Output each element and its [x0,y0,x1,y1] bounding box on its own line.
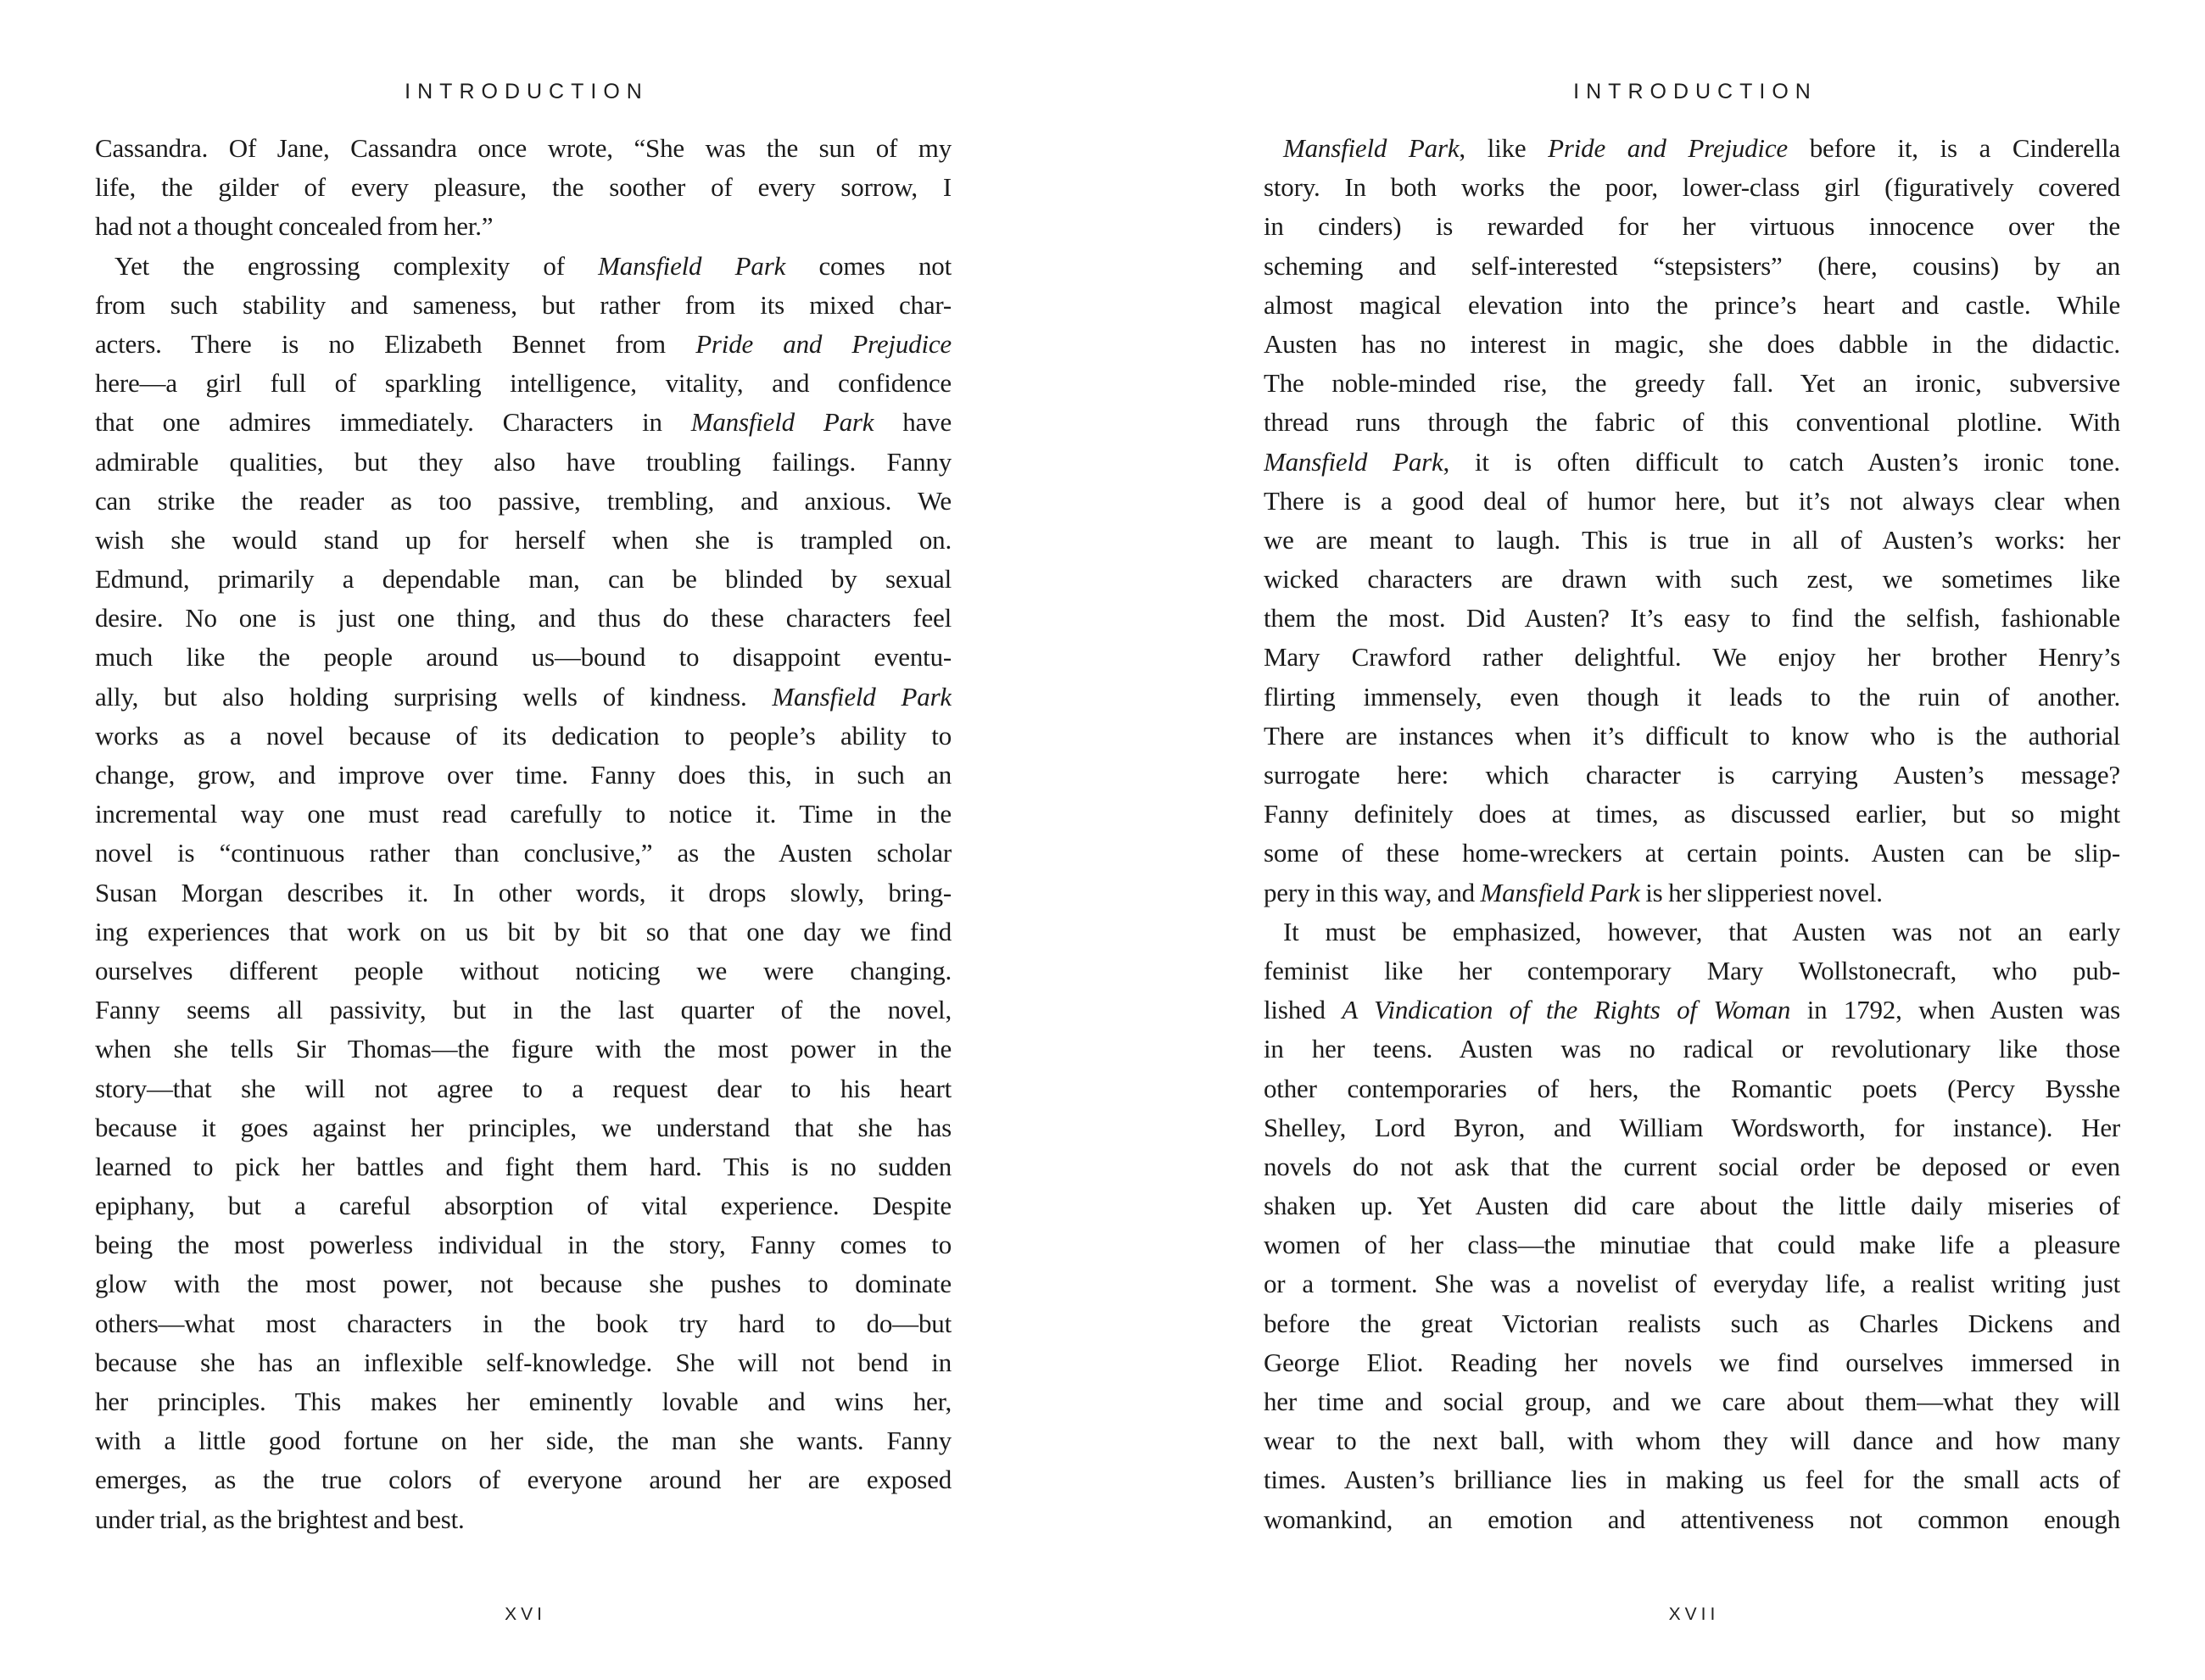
page-number: XVII [1668,1605,1720,1624]
text-line: story—that she will not agree to a request dear to his heart [95,1073,952,1103]
text-line: novels do not ask that the current social order be deposed or even [1264,1151,2120,1181]
text-line: Mary Crawford rather delightful. We enjoy her brother Henry’s [1264,642,2120,673]
text-line: almost magical elevation into the prince’s heart and castle. While [1264,289,2120,320]
page-number: XVI [505,1605,546,1624]
text-line: There are instances when it’s difficult to know who is the authorial [1264,720,2120,751]
text-line: Fanny seems all passivity, but in the last quarter of the novel, [95,995,952,1025]
text-line: some of these home-wreckers at certain points. Austen can be slip- [1264,838,2120,868]
text-line: shaken up. Yet Austen did care about the little daily miseries of [1264,1191,2120,1221]
running-head: INTRODUCTION [405,80,649,103]
text-line: Susan Morgan describes it. In other words, it drops slowly, bring- [95,877,952,907]
text-line: ally, but also holding surprising wells of kindness. Mansfield Park [95,681,952,712]
page-left [95,0,952,1680]
text-line: womankind, an emotion and attentiveness not common enough [1264,1504,2120,1534]
text-line: lished A Vindication of the Rights of Woman in 1792, when Austen was [1264,995,2120,1025]
page-right [1264,0,2120,1680]
text-line: flirting immensely, even though it leads to the ruin of another. [1264,681,2120,712]
text-line: thread runs through the fabric of this conventional plotline. With [1264,407,2120,438]
text-line: wear to the next ball, with whom they will dance and how many [1264,1426,2120,1456]
text-line: much like the people around us—bound to disappoint eventu- [95,642,952,673]
text-line: Fanny definitely does at times, as discussed earlier, but so might [1264,799,2120,829]
text-line: works as a novel because of its dedication to people’s ability to [95,720,952,751]
text-line: Shelley, Lord Byron, and William Wordsworth, for instance). Her [1264,1112,2120,1142]
text-line: It must be emphasized, however, that Austen was not an early [1283,916,2120,946]
text-line: ing experiences that work on us bit by bit so that one day we find [95,916,952,946]
text-line: admirable qualities, but they also have troubling failings. Fanny [95,446,952,477]
text-line: or a torment. She was a novelist of everyday life, a realist writing just [1264,1269,2120,1299]
text-line: with a little good fortune on her side, the man she wants. Fanny [95,1426,952,1456]
text-line: can strike the reader as too passive, trembling, and anxious. We [95,485,952,516]
text-line: because it goes against her principles, we understand that she has [95,1112,952,1142]
text-line: under trial, as the brightest and best. [95,1504,465,1534]
text-line: learned to pick her battles and fight them hard. This is no sudden [95,1151,952,1181]
text-line: change, grow, and improve over time. Fanny does this, in such an [95,760,952,790]
text-line: women of her class—the minutiae that could make life a pleasure [1264,1230,2120,1260]
text-line: from such stability and sameness, but rather from its mixed char- [95,289,952,320]
page-body [1264,129,2120,1539]
text-line: Cassandra. Of Jane, Cassandra once wrote, “She was the sun of my [95,133,952,163]
text-line: Yet the engrossing complexity of Mansfield Park comes not [114,250,952,281]
running-head: INTRODUCTION [1573,80,1817,103]
text-line: Austen has no interest in magic, she does dabble in the didactic. [1264,328,2120,359]
text-line: that one admires immediately. Characters in Mansfield Park have [95,407,952,438]
text-line: scheming and self-interested “stepsisters” (here, cousins) by an [1264,250,2120,281]
text-line: glow with the most power, not because she pushes to dominate [95,1269,952,1299]
text-line: acters. There is no Elizabeth Bennet from Pride and Prejudice [95,328,952,359]
text-line: her time and social group, and we care about them—what they will [1264,1387,2120,1416]
text-line: because she has an inflexible self-knowledge. She will not bend in [95,1347,952,1377]
text-line: feminist like her contemporary Mary Wollstonecraft, who pub- [1264,955,2120,985]
text-line: pery in this way, and Mansfield Park is her slipperiest novel. [1264,877,1883,907]
text-line: life, the gilder of every pleasure, the soother of every sorrow, I [95,172,952,203]
text-line: Mansfield Park, like Pride and Prejudice before it, is a Cinderella [1283,133,2120,163]
text-line: story. In both works the poor, lower-class girl (figuratively covered [1264,172,2120,203]
text-line: we are meant to laugh. This is true in all of Austen’s works: her [1264,524,2120,555]
text-line: emerges, as the true colors of everyone around her are exposed [95,1465,952,1495]
text-line: her principles. This makes her eminently lovable and wins her, [95,1387,952,1416]
text-line: here—a girl full of sparkling intelligence, vitality, and confidence [95,368,952,399]
text-line: had not a thought concealed from her.” [95,211,494,242]
text-line: times. Austen’s brilliance lies in making us feel for the small acts of [1264,1465,2120,1495]
text-line: ourselves different people without noticing we were changing. [95,955,952,985]
text-line: desire. No one is just one thing, and thus do these characters feel [95,603,952,633]
text-line: wish she would stand up for herself when she is trampled on. [95,524,952,555]
text-line: when she tells Sir Thomas—the figure with the most power in the [95,1034,952,1064]
text-line: them the most. Did Austen? It’s easy to find the selfish, fashionable [1264,603,2120,633]
text-line: surrogate here: which character is carrying Austen’s message? [1264,760,2120,790]
text-line: before the great Victorian realists such as Charles Dickens and [1264,1308,2120,1338]
text-line: epiphany, but a careful absorption of vital experience. Despite [95,1191,952,1221]
text-line: novel is “continuous rather than conclusive,” as the Austen scholar [95,838,952,868]
page-body [95,129,952,1539]
text-line: George Eliot. Reading her novels we find ourselves immersed in [1264,1347,2120,1377]
text-line: others—what most characters in the book try hard to do—but [95,1308,952,1338]
text-line: Mansfield Park, it is often difficult to catch Austen’s ironic tone. [1264,446,2120,477]
text-line: The noble-minded rise, the greedy fall. Yet an ironic, subversive [1264,368,2120,399]
text-line: in her teens. Austen was no radical or revolutionary like those [1264,1034,2120,1064]
text-line: other contemporaries of hers, the Romantic poets (Percy Bysshe [1264,1073,2120,1103]
text-line: Edmund, primarily a dependable man, can be blinded by sexual [95,564,952,594]
text-line: wicked characters are drawn with such zest, we sometimes like [1264,564,2120,594]
text-line: There is a good deal of humor here, but it’s not always clear when [1264,485,2120,516]
text-line: in cinders) is rewarded for her virtuous innocence over the [1264,211,2120,242]
text-line: incremental way one must read carefully to notice it. Time in the [95,799,952,829]
text-line: being the most powerless individual in the story, Fanny comes to [95,1230,952,1260]
